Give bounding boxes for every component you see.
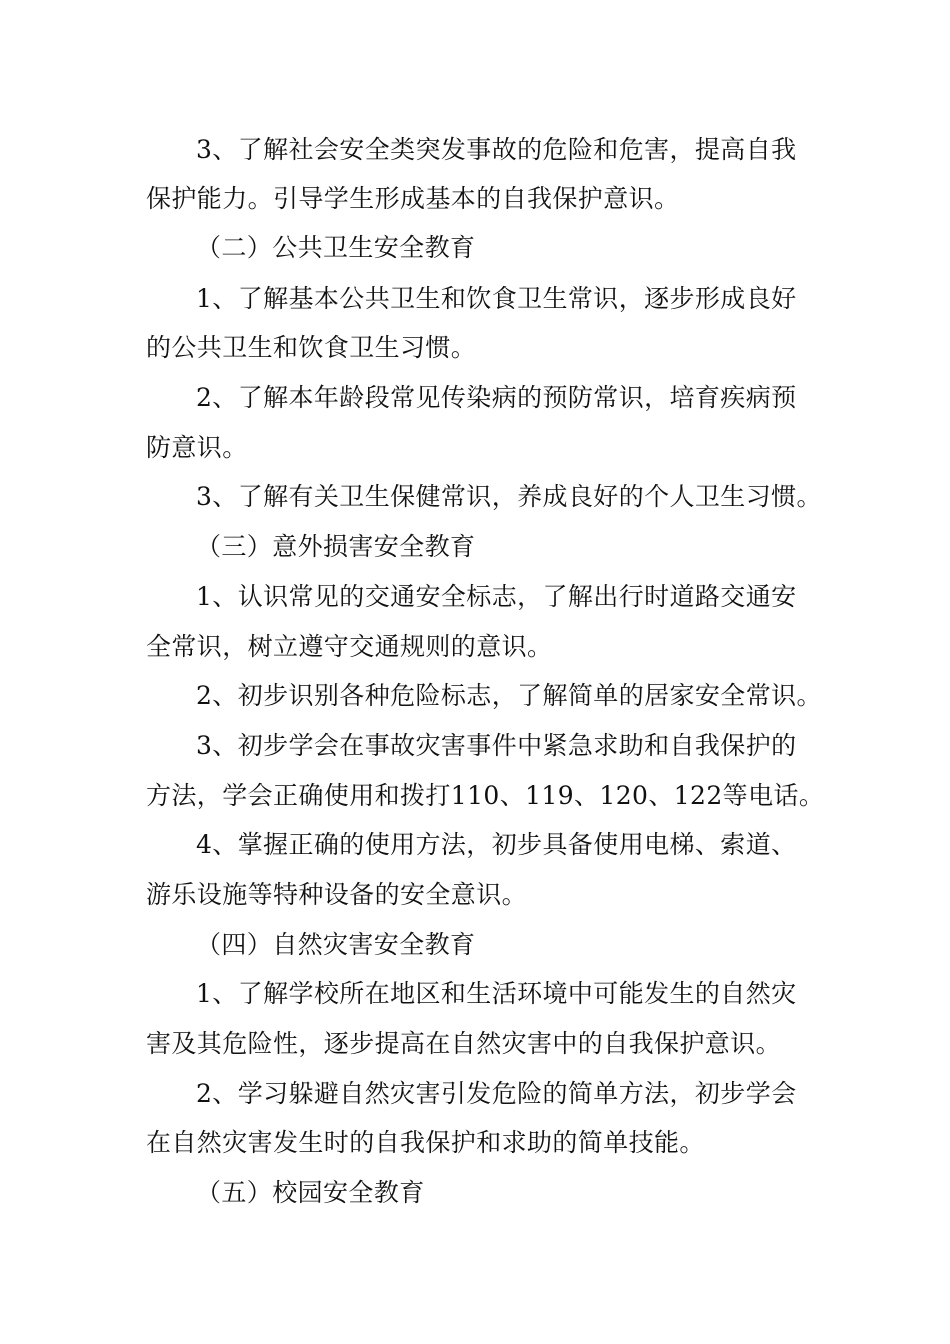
section-heading: （四）自然灾害安全教育 [196,930,476,959]
paragraph-line: 防意识。 [146,433,248,462]
paragraph-line: 1、认识常见的交通安全标志，了解出行时道路交通安 [196,582,797,611]
paragraph-line: 1、了解基本公共卫生和饮食卫生常识，逐步形成良好 [196,284,797,313]
paragraph-line: 全常识，树立遵守交通规则的意识。 [146,632,553,661]
paragraph-line: 4、掌握正确的使用方法，初步具备使用电梯、索道、 [196,830,797,859]
paragraph-line: 保护能力。引导学生形成基本的自我保护意识。 [146,184,680,213]
paragraph-line: 2、学习躲避自然灾害引发危险的简单方法，初步学会 [196,1079,797,1108]
paragraph-line: 3、初步学会在事故灾害事件中紧急求助和自我保护的 [196,731,797,760]
section-heading: （五）校园安全教育 [196,1178,425,1207]
paragraph-line: 方法，学会正确使用和拨打110、119、120、122等电话。 [146,781,825,810]
section-heading: （三）意外损害安全教育 [196,532,476,561]
paragraph-line: 害及其危险性，逐步提高在自然灾害中的自我保护意识。 [146,1029,782,1058]
paragraph-line: 2、了解本年龄段常见传染病的预防常识，培育疾病预 [196,383,797,412]
paragraph-line: 3、了解社会安全类突发事故的危险和危害，提高自我 [196,135,797,164]
paragraph-line: 3、了解有关卫生保健常识，养成良好的个人卫生习惯。 [196,482,822,511]
paragraph-line: 在自然灾害发生时的自我保护和求助的简单技能。 [146,1128,705,1157]
paragraph-line: 1、了解学校所在地区和生活环境中可能发生的自然灾 [196,979,797,1008]
section-heading: （二）公共卫生安全教育 [196,233,476,262]
paragraph-line: 2、初步识别各种危险标志，了解简单的居家安全常识。 [196,681,822,710]
paragraph-line: 游乐设施等特种设备的安全意识。 [146,880,528,909]
paragraph-line: 的公共卫生和饮食卫生习惯。 [146,333,477,362]
